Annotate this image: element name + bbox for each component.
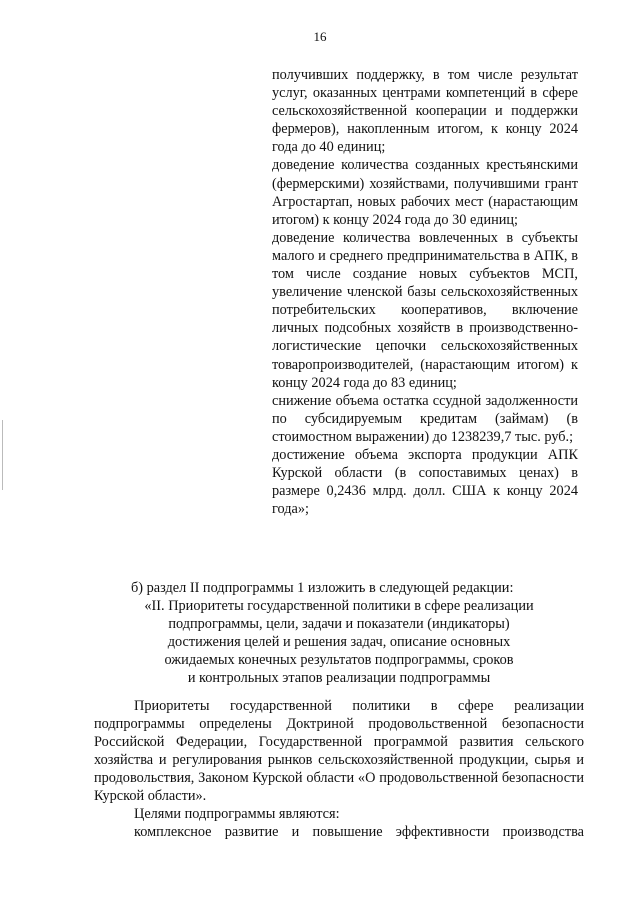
body-paragraph: Приоритеты государственной политики в сфере реализации подпрограммы определены Доктриной продовольственной безопасности Российской Федерации, Государственной программой развития сельского хозяйства и регулирования рынков сельскохозяйственной продукции, сырья и продовольствия, Законом Курской области «О продовольственной безопасности Курской области». [94, 698, 584, 805]
heading-line: «II. Приоритеты государственной политики в сфере реализации [144, 598, 534, 614]
section-heading [94, 597, 584, 687]
indicator-paragraph: получивших поддержку, в том числе результат услуг, оказанных центрами компетенций в сфере сельскохозяйственной кооперации и поддержки фермеров), накопленным итогом, к концу 2024 года до 40 единиц; [272, 67, 578, 156]
right-column-indicators [272, 66, 578, 518]
goals-first-line: комплексное развитие и повышение эффективности производства [134, 824, 584, 840]
heading-line: достижения целей и решения задач, описание основных [167, 634, 511, 651]
goals-intro: Целями подпрограммы являются: [134, 806, 340, 822]
page-number: 16 [313, 29, 327, 44]
indicator-paragraph: снижение объема остатка ссудной задолженности по субсидируемым кредитам (займам) (в стоимостном выражении) до 1238239,7 тыс. руб.; [272, 392, 578, 445]
section-b-instruction: б) раздел II подпрограммы 1 изложить в следующей редакции: [131, 580, 514, 596]
heading-line: ожидаемых конечных результатов подпрограммы, сроков [164, 652, 514, 669]
indicator-paragraph: доведение количества вовлеченных в субъекты малого и среднего предпринимательства в АПК, в том числе создание новых субъектов МСП, увеличение членской базы сельскохозяйственных потребительских кооперативов, включение личных подсобных хозяйств в производственно-логистические цепочки сельскохозяйственных товаропроизводителей, (нарастающим итогом) к концу 2024 года до 83 единиц; [272, 229, 578, 391]
indicator-paragraph: достижение объема экспорта продукции АПК Курской области (в сопоставимых ценах) в размере 0,2436 млрд. долл. США к концу 2024 года»; [272, 446, 578, 518]
scan-edge-mark [2, 420, 3, 490]
indicator-paragraph: доведение количества созданных крестьянскими (фермерскими) хозяйствами, получившими грант Агростартап, новых рабочих мест (нарастающим итогом) к концу 2024 года до 30 единиц; [272, 157, 578, 228]
heading-line: подпрограммы, цели, задачи и показатели (индикаторы) [168, 616, 510, 633]
heading-line: и контрольных этапов реализации подпрограммы [187, 670, 491, 687]
